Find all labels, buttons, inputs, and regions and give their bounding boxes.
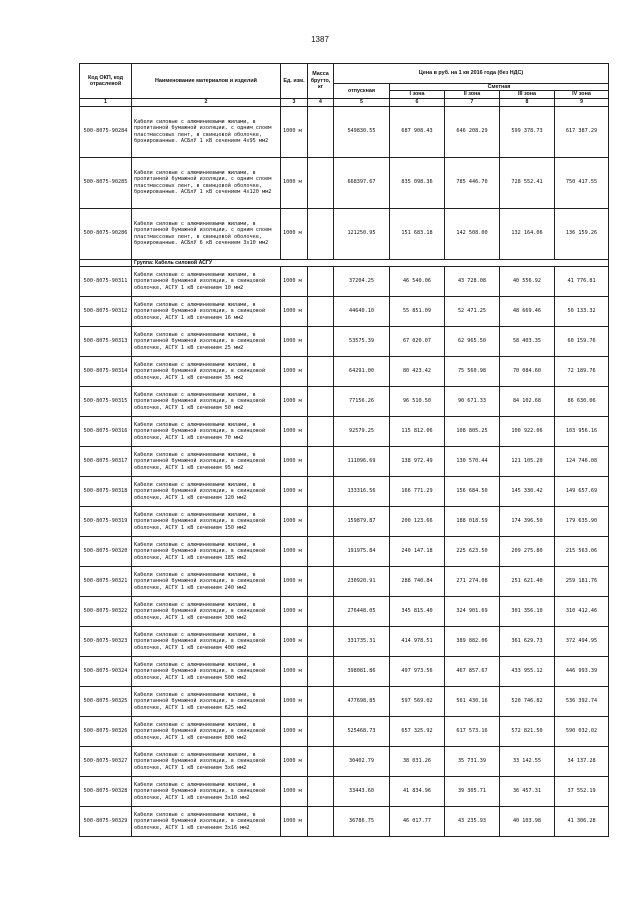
row-mass: [308, 746, 334, 776]
row-mass: [308, 356, 334, 386]
row-zone-1: 597 569.02: [390, 686, 445, 716]
table-row: [80, 566, 609, 596]
row-zone-1: 46 017.77: [390, 806, 445, 836]
row-code: 500-8075-90286: [80, 208, 132, 259]
row-code: 500-8075-90324: [80, 656, 132, 686]
row-zone-4: 34 137.28: [555, 746, 609, 776]
row-zone-2: 142 508.00: [445, 208, 500, 259]
header-sale: отпускная: [334, 84, 390, 99]
row-zone-2: 108 805.25: [445, 416, 500, 446]
row-sale-price: 230920.91: [334, 566, 390, 596]
row-mass: [308, 157, 334, 208]
row-sale-price: 44640.10: [334, 296, 390, 326]
row-zone-2: 75 560.98: [445, 356, 500, 386]
row-zone-1: 835 098.36: [390, 157, 445, 208]
row-mass: [308, 326, 334, 356]
row-zone-1: 497 973.56: [390, 656, 445, 686]
row-zone-4: 60 159.76: [555, 326, 609, 356]
table-row: [80, 746, 609, 776]
column-number: 7: [445, 98, 500, 106]
row-name: Кабели силовые с алюминиевыми жилами, в пропитанной бумажной изоляции, в свинцовой оболочке, АСГУ 1 кВ сечением 3х6 мм2: [132, 746, 281, 776]
table-row: [80, 536, 609, 566]
row-zone-1: 657 325.92: [390, 716, 445, 746]
row-name: Кабели силовые с алюминиевыми жилами, в пропитанной бумажной изоляции, в свинцовой оболочке, АСГУ 1 кВ сечением 800 мм2: [132, 716, 281, 746]
row-unit: 1000 м: [281, 296, 308, 326]
row-zone-1: 240 147.18: [390, 536, 445, 566]
column-number: 5: [334, 98, 390, 106]
row-zone-3: 251 621.40: [500, 566, 555, 596]
row-unit: 1000 м: [281, 266, 308, 296]
row-zone-3: 209 275.80: [500, 536, 555, 566]
row-code: 500-8075-90322: [80, 596, 132, 626]
header-zone-2: II зона: [445, 91, 500, 98]
row-zone-1: 67 020.07: [390, 326, 445, 356]
column-number: 2: [132, 98, 281, 106]
row-zone-3: 301 356.10: [500, 596, 555, 626]
row-zone-3: 33 142.55: [500, 746, 555, 776]
header-name: Наименование материалов и изделий: [132, 64, 281, 99]
row-sale-price: 477698.85: [334, 686, 390, 716]
row-zone-4: 149 657.69: [555, 476, 609, 506]
row-mass: [308, 416, 334, 446]
row-unit: 1000 м: [281, 356, 308, 386]
row-zone-3: 728 552.41: [500, 157, 555, 208]
row-name: Кабели силовые с алюминиевыми жилами, в пропитанной бумажной изоляции, в свинцовой оболочке, АСГУ 1 кВ сечением 500 мм2: [132, 656, 281, 686]
table-row: [80, 356, 609, 386]
row-zone-1: 166 771.29: [390, 476, 445, 506]
row-zone-4: 617 387.29: [555, 106, 609, 157]
row-sale-price: 36786.75: [334, 806, 390, 836]
row-zone-3: 84 102.68: [500, 386, 555, 416]
row-unit: 1000 м: [281, 686, 308, 716]
header-price-title: Цена в руб. на 1 кв 2016 года (без НДС): [334, 64, 609, 84]
row-zone-3: 100 922.06: [500, 416, 555, 446]
table-group: [80, 259, 609, 266]
row-sale-price: 525468.73: [334, 716, 390, 746]
row-zone-1: 200 123.66: [390, 506, 445, 536]
row-zone-2: 156 684.50: [445, 476, 500, 506]
row-name: Кабели силовые с алюминиевыми жилами, в пропитанной бумажной изоляции, в свинцовой оболочке, АСГУ 1 кВ сечением 3х16 мм2: [132, 806, 281, 836]
row-zone-3: 572 821.50: [500, 716, 555, 746]
row-zone-2: 467 857.67: [445, 656, 500, 686]
row-zone-3: 433 955.12: [500, 656, 555, 686]
table-body-asgu: [80, 266, 609, 836]
row-sale-price: 159879.87: [334, 506, 390, 536]
row-unit: 1000 м: [281, 776, 308, 806]
row-zone-2: 271 274.08: [445, 566, 500, 596]
row-code: 500-8075-90317: [80, 446, 132, 476]
page-number: 1387: [311, 35, 329, 44]
row-code: 500-8075-90315: [80, 386, 132, 416]
table-row: [80, 686, 609, 716]
row-mass: [308, 476, 334, 506]
row-name: Кабели силовые с алюминиевыми жилами, в пропитанной бумажной изоляции, в свинцовой оболочке, АСГУ 1 кВ сечением 185 мм2: [132, 536, 281, 566]
row-zone-3: 599 378.73: [500, 106, 555, 157]
row-zone-4: 41 306.28: [555, 806, 609, 836]
table-row: [80, 416, 609, 446]
row-name: Кабели силовые с алюминиевыми жилами, в пропитанной бумажной изоляции, в свинцовой оболочке, АСГУ 1 кВ сечением 35 мм2: [132, 356, 281, 386]
row-name: Кабели силовые с алюминиевыми жилами, в пропитанной бумажной изоляции, в свинцовой оболочке, АСГУ 1 кВ сечением 95 мм2: [132, 446, 281, 476]
row-mass: [308, 806, 334, 836]
row-code: 500-8075-90318: [80, 476, 132, 506]
header-code: Код ОКП, код отраслевой: [80, 64, 132, 99]
header-zone-3: III зона: [500, 91, 555, 98]
column-number: 9: [555, 98, 609, 106]
row-name: Кабели силовые с алюминиевыми жилами, в пропитанной бумажной изоляции, в свинцовой оболочке, АСГУ 1 кВ сечением 150 мм2: [132, 506, 281, 536]
row-zone-4: 446 993.39: [555, 656, 609, 686]
row-name: Кабели силовые с алюминиевыми жилами, в пропитанной бумажной изоляции, в свинцовой оболочке, АСГУ 1 кВ сечением 25 мм2: [132, 326, 281, 356]
row-sale-price: 331735.31: [334, 626, 390, 656]
row-name: Кабели силовые с алюминиевыми жилами, в пропитанной бумажной изоляции, с одним слоем пластмассовых лент, в свинцовой оболочке, бронированные. АСБлУ 6 кВ сечением 3х10 мм2: [132, 208, 281, 259]
row-mass: [308, 296, 334, 326]
row-unit: 1000 м: [281, 476, 308, 506]
row-mass: [308, 208, 334, 259]
table-row: [80, 296, 609, 326]
row-zone-4: 37 552.19: [555, 776, 609, 806]
row-mass: [308, 686, 334, 716]
row-mass: [308, 106, 334, 157]
row-zone-2: 35 731.39: [445, 746, 500, 776]
price-table: [79, 63, 609, 837]
table-row: [80, 806, 609, 836]
row-sale-price: 37204.25: [334, 266, 390, 296]
column-number: 3: [281, 98, 308, 106]
table-row: [80, 157, 609, 208]
row-zone-2: 62 965.50: [445, 326, 500, 356]
row-sale-price: 398081.86: [334, 656, 390, 686]
row-zone-4: 103 956.16: [555, 416, 609, 446]
row-zone-3: 36 457.31: [500, 776, 555, 806]
row-name: Кабели силовые с алюминиевыми жилами, в пропитанной бумажной изоляции, в свинцовой оболочке, АСГУ 1 кВ сечением 120 мм2: [132, 476, 281, 506]
column-number: 4: [308, 98, 334, 106]
row-zone-3: 58 403.35: [500, 326, 555, 356]
row-zone-4: 536 392.74: [555, 686, 609, 716]
column-number: 1: [80, 98, 132, 106]
row-code: 500-8075-90323: [80, 626, 132, 656]
row-zone-4: 136 159.26: [555, 208, 609, 259]
row-sale-price: 92579.25: [334, 416, 390, 446]
row-zone-1: 55 851.09: [390, 296, 445, 326]
row-name: Кабели силовые с алюминиевыми жилами, в пропитанной бумажной изоляции, в свинцовой оболочке, АСГУ 1 кВ сечением 625 мм2: [132, 686, 281, 716]
table-row: [80, 626, 609, 656]
row-name: Кабели силовые с алюминиевыми жилами, в пропитанной бумажной изоляции, с одним слоем пластмассовых лент, в свинцовой оболочке, бронированные. АСБлУ 1 кВ сечением 4х120 мм2: [132, 157, 281, 208]
row-zone-1: 80 423.42: [390, 356, 445, 386]
row-name: Кабели силовые с алюминиевыми жилами, в пропитанной бумажной изоляции, в свинцовой оболочке, АСГУ 1 кВ сечением 3х10 мм2: [132, 776, 281, 806]
table-row: [80, 716, 609, 746]
row-zone-4: 124 746.08: [555, 446, 609, 476]
row-unit: 1000 м: [281, 566, 308, 596]
row-code: 500-8075-90284: [80, 106, 132, 157]
row-code: 500-8075-90329: [80, 806, 132, 836]
row-zone-2: 43 728.08: [445, 266, 500, 296]
row-sale-price: 668397.67: [334, 157, 390, 208]
row-zone-3: 40 103.98: [500, 806, 555, 836]
row-code: 500-8075-90319: [80, 506, 132, 536]
row-zone-3: 121 105.20: [500, 446, 555, 476]
table-body-asblu: [80, 106, 609, 259]
table-header: [80, 64, 609, 107]
row-unit: 1000 м: [281, 746, 308, 776]
row-zone-1: 115 812.06: [390, 416, 445, 446]
row-sale-price: 549830.55: [334, 106, 390, 157]
row-code: 500-8075-90320: [80, 536, 132, 566]
row-code: 500-8075-90321: [80, 566, 132, 596]
row-zone-3: 132 164.06: [500, 208, 555, 259]
row-unit: 1000 м: [281, 106, 308, 157]
row-zone-4: 750 417.55: [555, 157, 609, 208]
row-code: 500-8075-90327: [80, 746, 132, 776]
table-row: [80, 596, 609, 626]
row-unit: 1000 м: [281, 506, 308, 536]
row-zone-2: 646 208.29: [445, 106, 500, 157]
row-name: Кабели силовые с алюминиевыми жилами, в пропитанной бумажной изоляции, в свинцовой оболочке, АСГУ 1 кВ сечением 70 мм2: [132, 416, 281, 446]
row-code: 500-8075-90313: [80, 326, 132, 356]
header-zone-4: IV зона: [555, 91, 609, 98]
row-zone-2: 225 623.50: [445, 536, 500, 566]
row-zone-4: 72 189.76: [555, 356, 609, 386]
table-row: [80, 386, 609, 416]
table-row: [80, 446, 609, 476]
group-label: Группа: Кабель силовой АСГУ: [132, 259, 609, 266]
row-unit: 1000 м: [281, 536, 308, 566]
row-zone-3: 48 669.46: [500, 296, 555, 326]
row-name: Кабели силовые с алюминиевыми жилами, в пропитанной бумажной изоляции, в свинцовой оболочке, АСГУ 1 кВ сечением 400 мм2: [132, 626, 281, 656]
row-zone-2: 90 671.33: [445, 386, 500, 416]
row-mass: [308, 536, 334, 566]
header-unit: Ед. изм.: [281, 64, 308, 99]
row-zone-1: 46 540.06: [390, 266, 445, 296]
row-sale-price: 77156.26: [334, 386, 390, 416]
row-unit: 1000 м: [281, 626, 308, 656]
row-unit: 1000 м: [281, 326, 308, 356]
row-sale-price: 33443.60: [334, 776, 390, 806]
row-zone-4: 215 563.06: [555, 536, 609, 566]
table-row: [80, 208, 609, 259]
row-zone-2: 561 430.16: [445, 686, 500, 716]
header-estimate: Сметная: [390, 84, 609, 91]
row-mass: [308, 776, 334, 806]
row-zone-4: 259 181.76: [555, 566, 609, 596]
row-zone-1: 96 510.50: [390, 386, 445, 416]
row-code: 500-8075-90312: [80, 296, 132, 326]
row-zone-1: 288 740.84: [390, 566, 445, 596]
row-zone-1: 38 031.26: [390, 746, 445, 776]
row-unit: 1000 м: [281, 416, 308, 446]
row-mass: [308, 656, 334, 686]
row-zone-3: 145 330.42: [500, 476, 555, 506]
row-name: Кабели силовые с алюминиевыми жилами, в пропитанной бумажной изоляции, в свинцовой оболочке, АСГУ 1 кВ сечением 16 мм2: [132, 296, 281, 326]
row-sale-price: 111096.69: [334, 446, 390, 476]
row-sale-price: 191975.84: [334, 536, 390, 566]
row-zone-4: 372 494.95: [555, 626, 609, 656]
row-unit: 1000 м: [281, 596, 308, 626]
row-code: 500-8075-90316: [80, 416, 132, 446]
table-row: [80, 326, 609, 356]
row-zone-1: 414 978.51: [390, 626, 445, 656]
row-name: Кабели силовые с алюминиевыми жилами, в пропитанной бумажной изоляции, в свинцовой оболочке, АСГУ 1 кВ сечением 10 мм2: [132, 266, 281, 296]
row-zone-1: 138 972.49: [390, 446, 445, 476]
row-zone-3: 361 629.73: [500, 626, 555, 656]
table-row: [80, 506, 609, 536]
row-mass: [308, 596, 334, 626]
row-zone-1: 41 834.96: [390, 776, 445, 806]
row-zone-1: 345 815.40: [390, 596, 445, 626]
row-mass: [308, 626, 334, 656]
row-zone-2: 617 573.16: [445, 716, 500, 746]
row-unit: 1000 м: [281, 806, 308, 836]
column-number: 8: [500, 98, 555, 106]
row-zone-4: 50 133.32: [555, 296, 609, 326]
table-row: [80, 266, 609, 296]
row-sale-price: 64291.00: [334, 356, 390, 386]
row-mass: [308, 386, 334, 416]
row-unit: 1000 м: [281, 446, 308, 476]
header-zone-1: I зона: [390, 91, 445, 98]
header-mass: Масса брутто, кг: [308, 64, 334, 99]
row-zone-2: 130 570.44: [445, 446, 500, 476]
row-zone-2: 43 235.93: [445, 806, 500, 836]
row-unit: 1000 м: [281, 157, 308, 208]
row-mass: [308, 566, 334, 596]
row-code: 500-8075-90325: [80, 686, 132, 716]
row-name: Кабели силовые с алюминиевыми жилами, в пропитанной бумажной изоляции, в свинцовой оболочке, АСГУ 1 кВ сечением 50 мм2: [132, 386, 281, 416]
row-sale-price: 30402.79: [334, 746, 390, 776]
row-zone-2: 389 882.06: [445, 626, 500, 656]
row-mass: [308, 266, 334, 296]
row-unit: 1000 м: [281, 716, 308, 746]
table-row: [80, 656, 609, 686]
row-zone-2: 324 901.69: [445, 596, 500, 626]
row-code: 500-8075-90326: [80, 716, 132, 746]
row-unit: 1000 м: [281, 656, 308, 686]
row-code: 500-8075-90285: [80, 157, 132, 208]
row-unit: 1000 м: [281, 208, 308, 259]
row-zone-3: 520 746.82: [500, 686, 555, 716]
column-number: 6: [390, 98, 445, 106]
table-row: [80, 106, 609, 157]
row-mass: [308, 506, 334, 536]
row-unit: 1000 м: [281, 386, 308, 416]
row-mass: [308, 716, 334, 746]
row-sale-price: 133316.56: [334, 476, 390, 506]
row-code: 500-8075-90314: [80, 356, 132, 386]
column-number-row: [80, 98, 609, 106]
table-row: [80, 776, 609, 806]
row-zone-4: 179 635.90: [555, 506, 609, 536]
row-name: Кабели силовые с алюминиевыми жилами, в пропитанной бумажной изоляции, в свинцовой оболочке, АСГУ 1 кВ сечением 300 мм2: [132, 596, 281, 626]
row-zone-4: 86 630.06: [555, 386, 609, 416]
row-zone-4: 41 776.81: [555, 266, 609, 296]
row-zone-3: 174 396.50: [500, 506, 555, 536]
row-zone-4: 590 032.02: [555, 716, 609, 746]
row-zone-3: 40 556.92: [500, 266, 555, 296]
row-zone-3: 70 084.60: [500, 356, 555, 386]
row-name: Кабели силовые с алюминиевыми жилами, в пропитанной бумажной изоляции, в свинцовой оболочке, АСГУ 1 кВ сечением 240 мм2: [132, 566, 281, 596]
row-zone-1: 151 683.18: [390, 208, 445, 259]
row-code: 500-8075-90328: [80, 776, 132, 806]
row-sale-price: 276448.05: [334, 596, 390, 626]
row-zone-1: 687 908.43: [390, 106, 445, 157]
row-code: 500-8075-90311: [80, 266, 132, 296]
row-zone-2: 785 446.70: [445, 157, 500, 208]
table-row: [80, 476, 609, 506]
row-zone-2: 188 018.59: [445, 506, 500, 536]
row-name: Кабели силовые с алюминиевыми жилами, в пропитанной бумажной изоляции, с одним слоем пластмассовых лент, в свинцовой оболочке, бронированные. АСБлУ 1 кВ сечением 4х95 мм2: [132, 106, 281, 157]
row-sale-price: 53575.39: [334, 326, 390, 356]
row-zone-2: 52 471.25: [445, 296, 500, 326]
row-mass: [308, 446, 334, 476]
row-sale-price: 121250.95: [334, 208, 390, 259]
row-zone-4: 310 412.46: [555, 596, 609, 626]
row-zone-2: 39 305.71: [445, 776, 500, 806]
